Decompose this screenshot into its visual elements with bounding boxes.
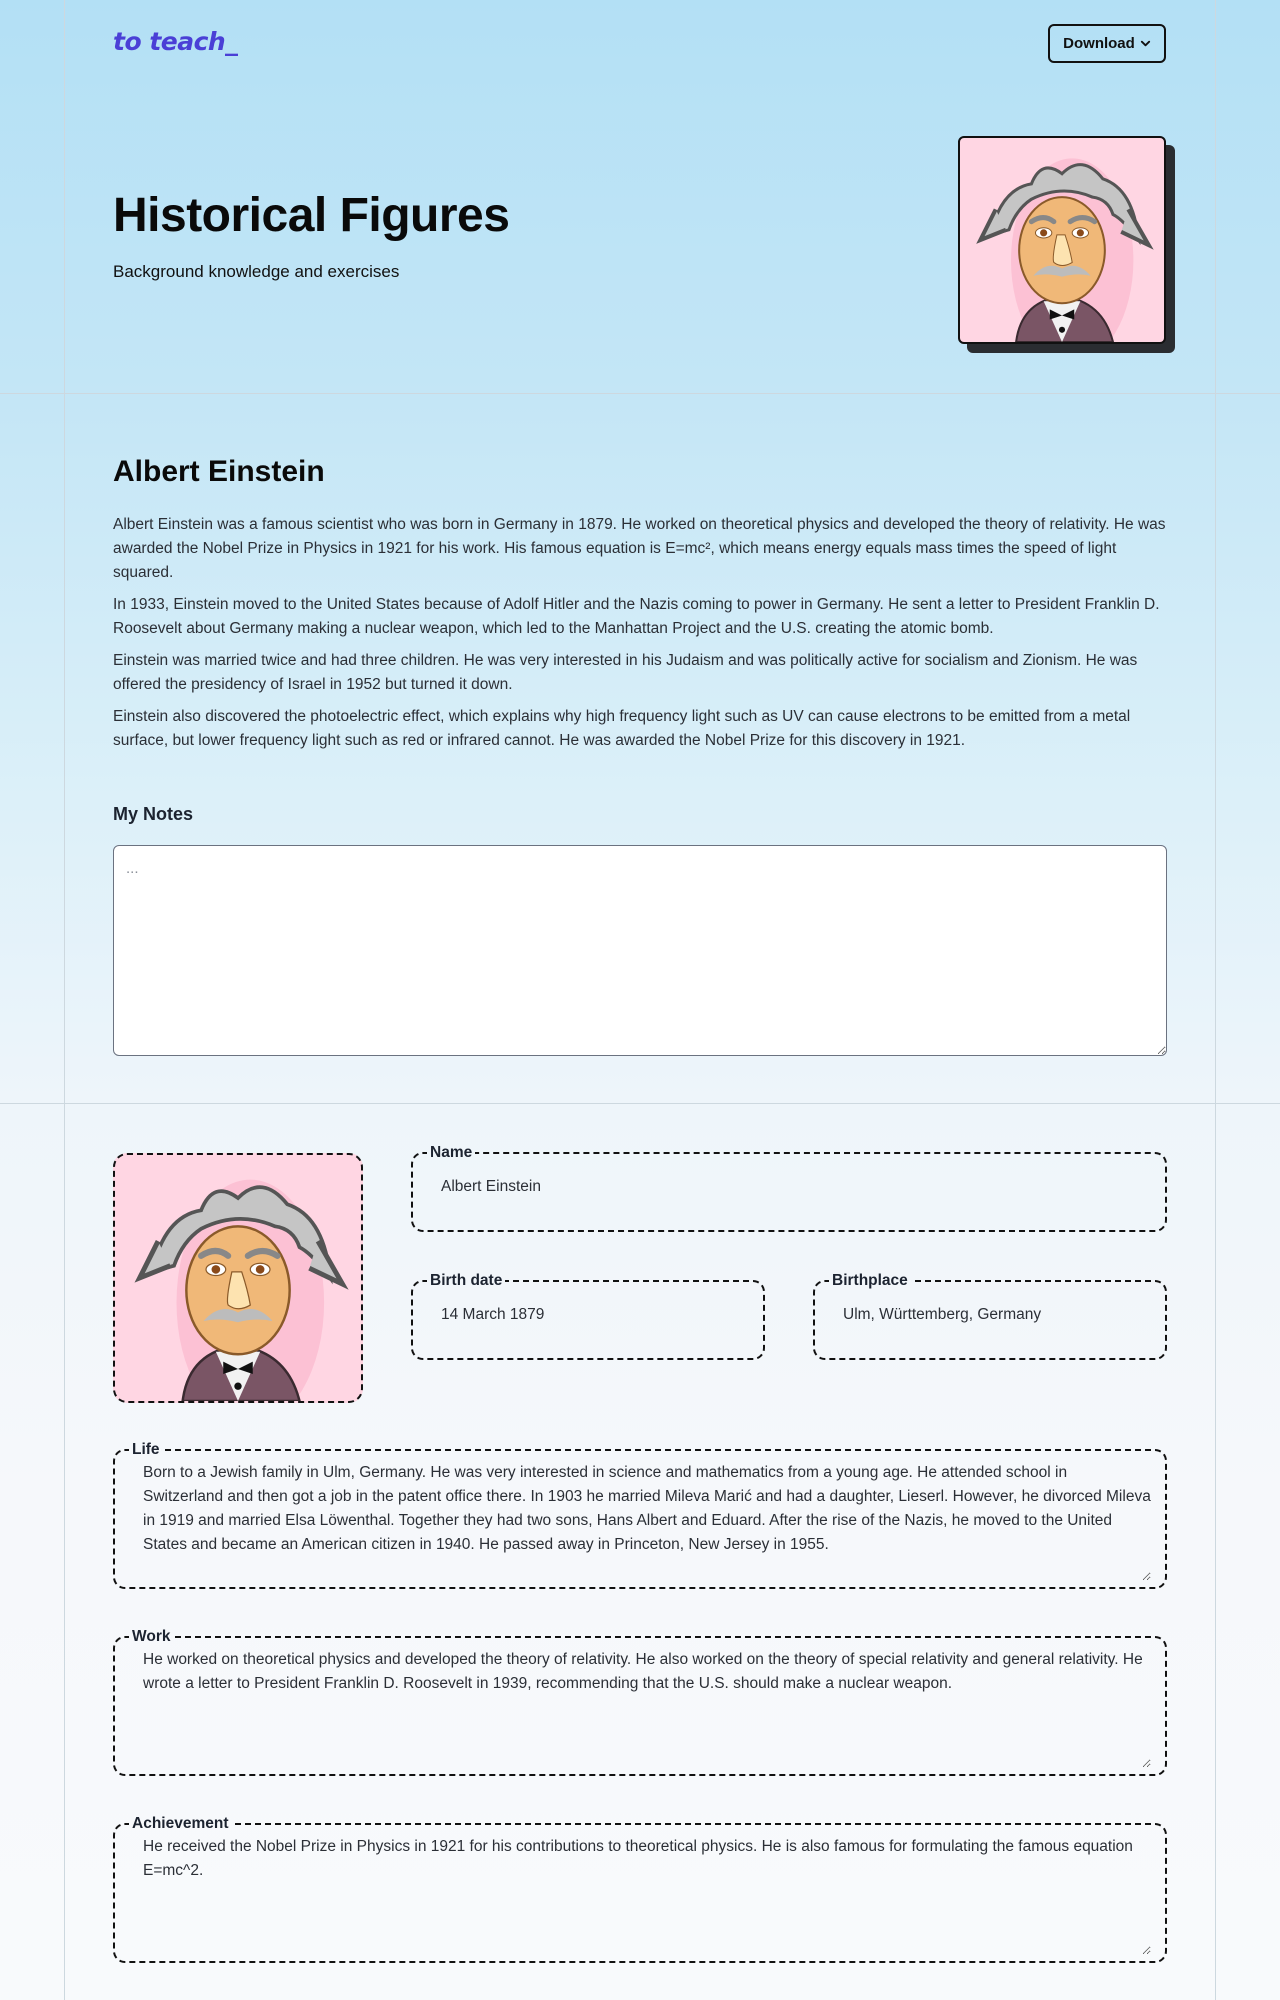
notes-label: My Notes	[113, 804, 194, 824]
download-label: Download	[1063, 35, 1135, 52]
page-title: Historical Figures	[113, 189, 510, 242]
birth-date-value[interactable]: 14 March 1879	[441, 1306, 545, 1323]
birthplace-value[interactable]: Ulm, Württemberg, Germany	[843, 1306, 1042, 1323]
article-paragraph: In 1933, Einstein moved to the United States because of Adolf Hitler and the Nazis coming to power in Germany. He sent a letter to President Franklin D. Roosevelt about Germany making a nuclear weapon, which led to the Manhattan Project and the U.S. creating the atomic bomb.	[113, 596, 1160, 637]
section-divider	[0, 1103, 1280, 1104]
article-paragraph: Einstein also discovered the photoelectric effect, which explains why high frequency light such as UV can cause electrons to be emitted from a metal surface, but lower frequency light such as red or infrared cannot. He was awarded the Nobel Prize for this discovery in 1921.	[113, 708, 1131, 749]
guide-line-left	[64, 0, 65, 2000]
article-paragraph: Albert Einstein was a famous scientist who was born in Germany in 1879. He worked on theoretical physics and developed the theory of relativity. He was awarded the Nobel Prize in Physics in 1921 for his work. His famous equation is E=mc², which means energy equals mass times the speed of light squared.	[113, 516, 1166, 581]
hero-avatar	[958, 136, 1166, 344]
work-label: Work	[132, 1628, 171, 1645]
article-paragraph: Einstein was married twice and had three children. He was very interested in his Judaism and was politically active for socialism and Zionism. He was offered the presidency of Israel in 1952 but turned it down.	[113, 652, 1138, 693]
einstein-portrait	[958, 136, 1166, 344]
name-label: Name	[430, 1144, 473, 1161]
page-subtitle: Background knowledge and exercises	[113, 262, 400, 281]
work-field[interactable]	[113, 1628, 1167, 1776]
einstein-illustration-icon	[115, 1155, 361, 1401]
download-button[interactable]	[1048, 24, 1166, 63]
achievement-label: Achievement	[132, 1815, 229, 1832]
logo[interactable]: to teach_	[113, 27, 238, 56]
birth-date-field[interactable]	[411, 1272, 765, 1360]
life-label: Life	[132, 1441, 160, 1458]
birthplace-field[interactable]	[813, 1272, 1167, 1360]
profile-photo[interactable]	[113, 1153, 363, 1403]
article-body	[113, 513, 1167, 761]
name-value[interactable]: Albert Einstein	[441, 1178, 541, 1195]
life-textarea[interactable]	[143, 1461, 1151, 1581]
birthplace-label: Birthplace	[832, 1272, 908, 1289]
notes-textarea[interactable]	[113, 845, 1167, 1056]
achievement-field[interactable]	[113, 1815, 1167, 1963]
einstein-illustration-icon	[960, 138, 1164, 342]
birth-date-label: Birth date	[430, 1272, 503, 1289]
work-textarea[interactable]	[143, 1648, 1151, 1768]
achievement-textarea[interactable]	[143, 1835, 1151, 1955]
life-field[interactable]	[113, 1441, 1167, 1589]
guide-line-right	[1215, 0, 1216, 2000]
article-title: Albert Einstein	[113, 455, 325, 488]
name-field[interactable]	[411, 1144, 1167, 1232]
section-divider	[0, 393, 1280, 394]
chevron-down-icon	[1140, 38, 1151, 49]
